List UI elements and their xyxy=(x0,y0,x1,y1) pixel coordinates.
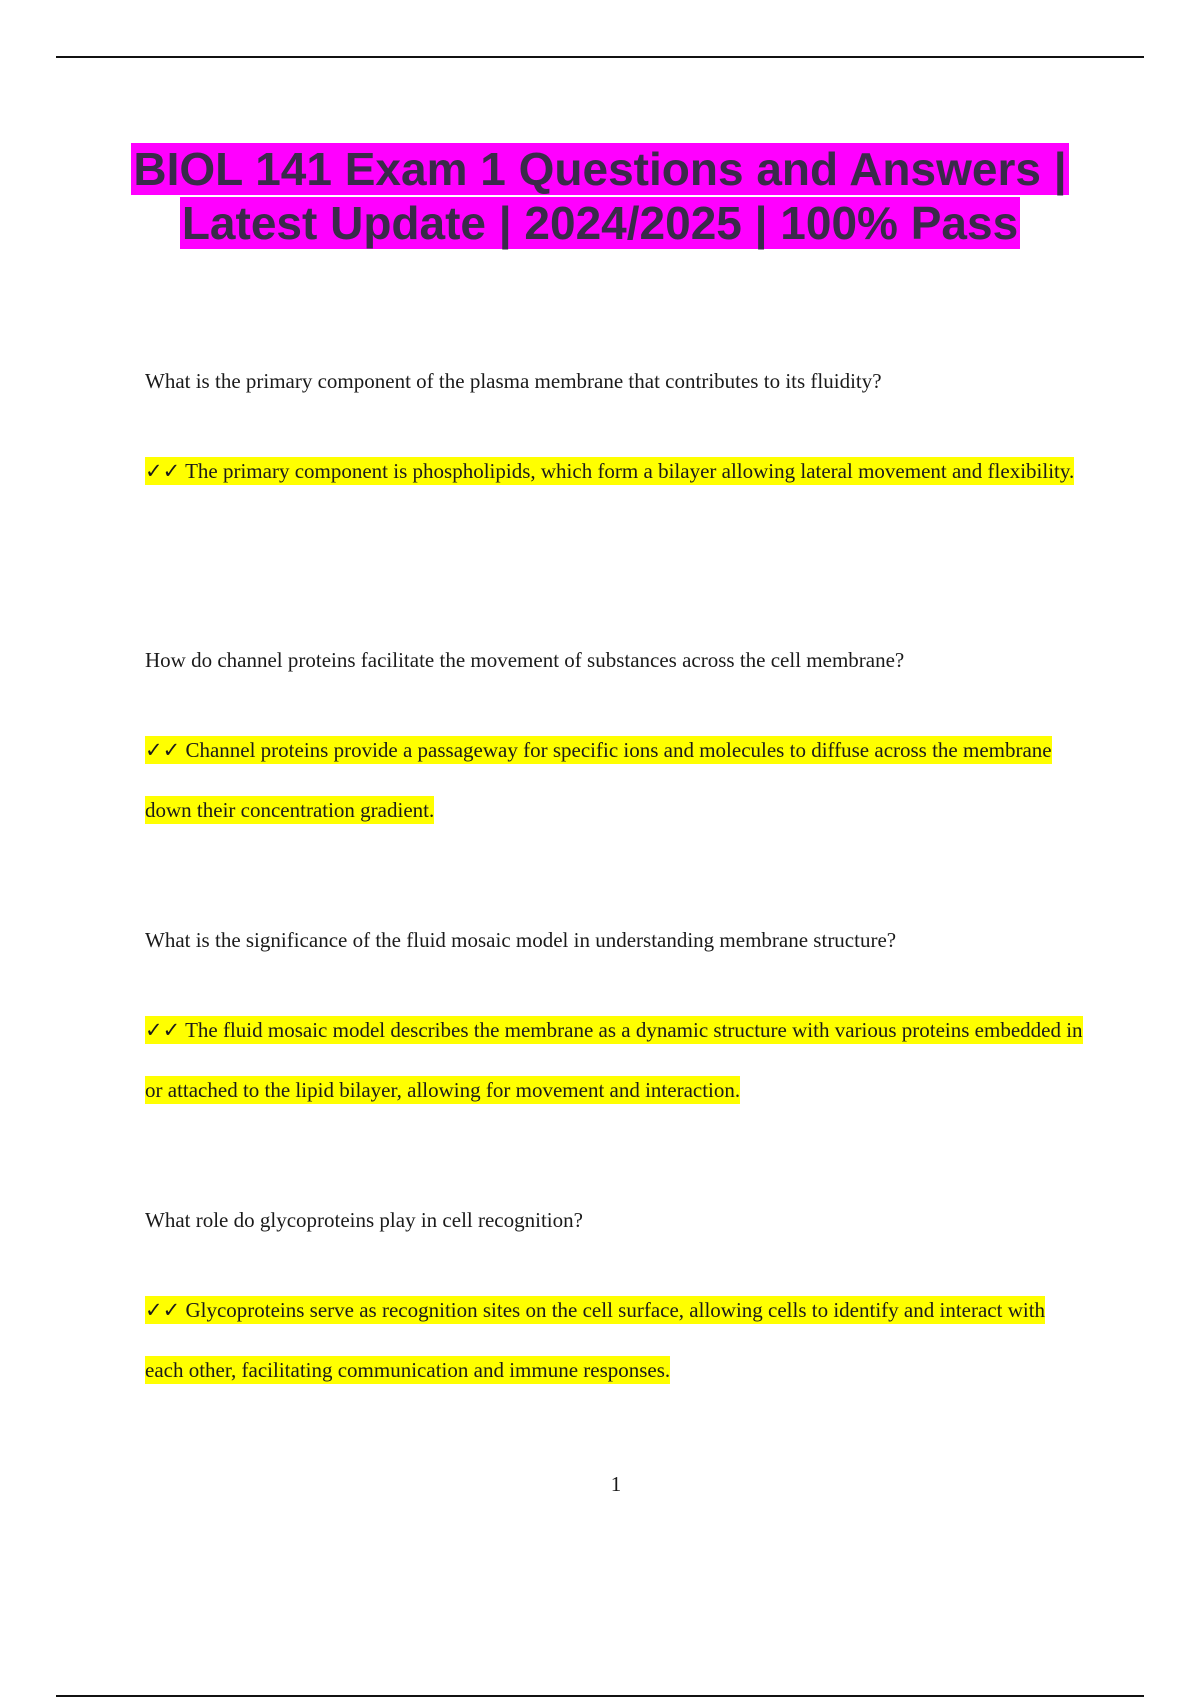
qa-item xyxy=(145,367,1085,501)
answer-content: The fluid mosaic model describes the membrane as a dynamic structure with various proteins embedded in or attached to the lipid bilayer, allowing for movement and interaction. xyxy=(145,1018,1083,1102)
question-text: What role do glycoproteins play in cell recognition? xyxy=(145,1208,583,1232)
check-mark-icon: ✓✓ xyxy=(145,1018,181,1042)
title-highlight: BIOL 141 Exam 1 Questions and Answers | Latest Update | 2024/2025 | 100% Pass xyxy=(133,143,1067,249)
answer-text xyxy=(145,1000,1085,1120)
document-title xyxy=(120,142,1080,250)
answer-text xyxy=(145,1280,1085,1400)
answer-text xyxy=(145,720,1085,840)
header-rule xyxy=(56,56,1144,58)
answer-text xyxy=(145,441,1085,501)
question-text: What is the primary component of the plasma membrane that contributes to its fluidity? xyxy=(145,369,882,393)
answer-content: The primary component is phospholipids, which form a bilayer allowing lateral movement and flexibility. xyxy=(185,459,1075,483)
question-text: How do channel proteins facilitate the movement of substances across the cell membrane? xyxy=(145,648,905,672)
question-text: What is the significance of the fluid mosaic model in understanding membrane structure? xyxy=(145,928,897,952)
check-mark-icon: ✓✓ xyxy=(145,459,181,483)
footer-rule xyxy=(56,1695,1144,1697)
page-number: 1 xyxy=(610,1472,622,1496)
qa-item xyxy=(145,1206,1085,1400)
check-mark-icon: ✓✓ xyxy=(145,738,181,762)
answer-content: Glycoproteins serve as recognition sites on the cell surface, allowing cells to identify and interact with each other, facilitating communication and immune responses. xyxy=(145,1298,1046,1382)
qa-item xyxy=(145,646,1085,840)
check-mark-icon: ✓✓ xyxy=(145,1298,181,1322)
qa-item xyxy=(145,926,1085,1120)
answer-content: Channel proteins provide a passageway for specific ions and molecules to diffuse across the membrane down their concentration gradient. xyxy=(145,738,1052,822)
